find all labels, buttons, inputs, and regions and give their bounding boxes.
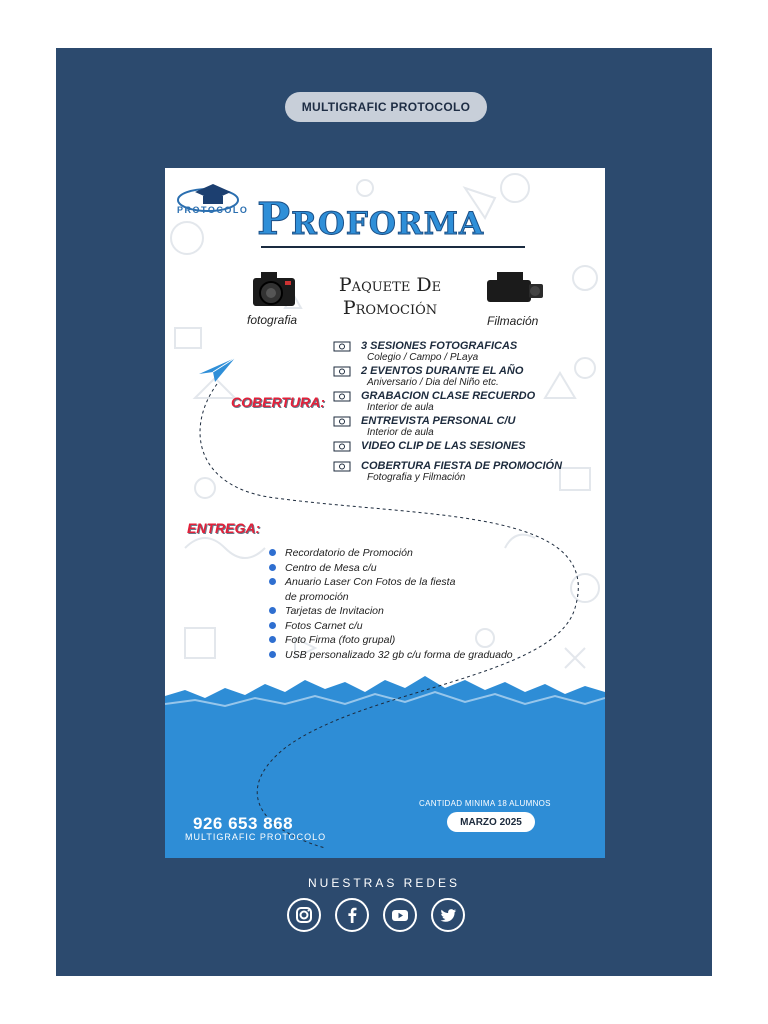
delivery-text: Recordatorio de Promoción — [285, 547, 413, 559]
facebook-icon[interactable] — [335, 898, 369, 932]
minimum-students: CANTIDAD MINIMA 18 ALUMNOS — [419, 799, 551, 808]
delivery-text: Fotos Carnet c/u — [285, 619, 363, 632]
coverage-title: VIDEO CLIP DE LAS SESIONES — [361, 440, 526, 452]
delivery-text: de promoción — [285, 590, 349, 603]
coverage-sub: Fotografia y Filmación — [367, 472, 466, 483]
instagram-icon[interactable] — [287, 898, 321, 932]
twitter-icon[interactable] — [431, 898, 465, 932]
delivery-text: USB personalizado 32 gb c/u forma de graduado — [285, 648, 513, 661]
photo-label: fotografia — [247, 313, 298, 327]
coverage-sub: Colegio / Campo / PLaya — [367, 352, 479, 363]
phone-number: 926 653 868 — [193, 814, 294, 833]
coverage-sub: Interior de aula — [367, 402, 434, 413]
coverage-label: COBERTURA: — [231, 394, 325, 410]
delivery-text: Tarjetas de Invitacion — [285, 605, 384, 617]
coverage-sub: Interior de aula — [367, 427, 434, 438]
proforma-flyer — [165, 168, 605, 858]
brand-pill: MULTIGRAFIC PROTOCOLO — [285, 92, 487, 122]
phone-subtitle: MULTIGRAFIC PROTOCOLO — [185, 832, 327, 842]
social-title: NUESTRAS REDES — [307, 876, 461, 890]
subtitle-line1: Paquete De — [338, 274, 442, 296]
delivery-text: Anuario Laser Con Fotos de la fiesta — [285, 576, 456, 588]
bottom-wave — [165, 168, 605, 858]
coverage-sub: Aniversario / Dia del Niño etc. — [367, 377, 499, 388]
subtitle-line2: Promoción — [342, 297, 438, 319]
delivery-label: ENTREGA: — [187, 520, 261, 536]
delivery-text: Foto Firma (foto grupal) — [285, 634, 396, 646]
coverage-title: COBERTURA FIESTA DE PROMOCIÓN — [361, 460, 563, 472]
coverage-title: GRABACION CLASE RECUERDO — [361, 390, 536, 402]
youtube-icon[interactable] — [383, 898, 417, 932]
coverage-title: 3 SESIONES FOTOGRAFICAS — [361, 340, 518, 352]
date-badge: MARZO 2025 — [447, 812, 535, 832]
logo-text: PROTOCOLO — [177, 205, 249, 215]
delivery-text: Centro de Mesa c/u — [285, 561, 377, 574]
coverage-title: 2 EVENTOS DURANTE EL AÑO — [361, 365, 524, 377]
page-title: Proforma — [257, 194, 484, 245]
coverage-title: ENTREVISTA PERSONAL C/U — [361, 415, 516, 427]
video-label: Filmación — [487, 314, 539, 328]
